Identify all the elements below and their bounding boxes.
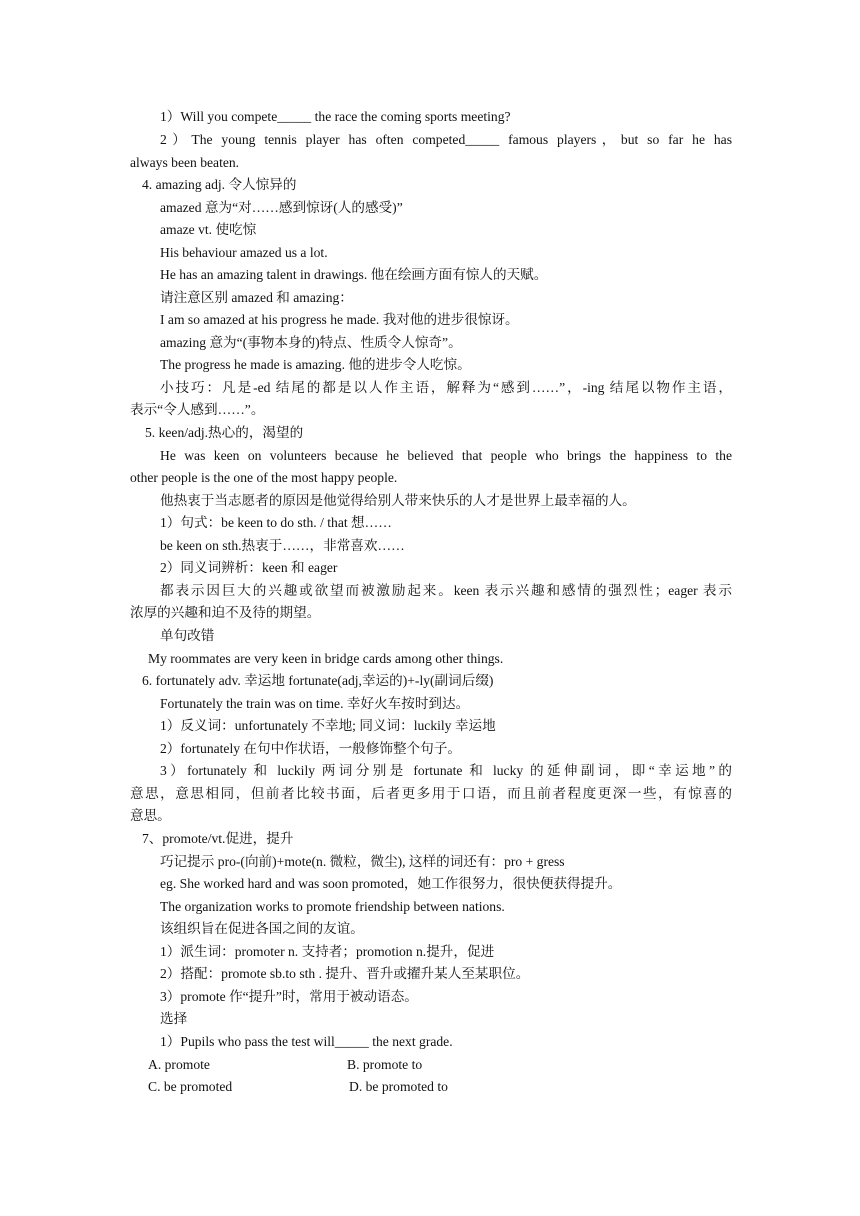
text-line: 3）promote 作“提升”时，常用于被动语态。 [160,989,418,1004]
example-sentence: The progress he made is amazing. 他的进步令人吃惊。 [160,357,471,372]
text-line: 1）派生词：promoter n. 支持者；promotion n.提升，促进 [160,944,495,959]
option-letter: D. [349,1079,363,1094]
option-text: promote to [362,1057,423,1072]
section-heading: 6. fortunately adv. 幸运地 fortunate(adj,幸运的)+-ly(副词后缀) [142,673,494,688]
option-text: promote [164,1057,210,1072]
example-sentence: The organization works to promote friendship between nations. [160,899,505,914]
exercise-line: 1）Pupils who pass the test will_____ the next grade. [160,1034,453,1049]
text-line: 1）反义词：unfortunately 不幸地; 同义词：luckily 幸运地 [160,718,496,733]
example-sentence: His behaviour amazed us a lot. [160,245,328,260]
example-sentence: He was keen on volunteers because he believed that people who brings the happiness to the [160,448,732,463]
exercise-heading: 单句改错 [160,628,215,643]
text-line: 意思。 [130,808,171,823]
text-line: 2）搭配：promote sb.to sth . 提升、晋升或擢升某人至某职位。 [160,966,530,981]
example-sentence: Fortunately the train was on time. 幸好火车按时到达。 [160,696,470,711]
example-sentence: I am so amazed at his progress he made. 我对他的进步很惊讶。 [160,312,519,327]
option-letter: B. [347,1057,360,1072]
text-line: 巧记提示 pro-(向前)+mote(n. 微粒，微尘), 这样的词还有：pro + gress [160,854,565,869]
exercise-line: 2）The young tennis player has often competed_____ famous players，but so far he has [160,132,732,147]
tip-line: 表示“令人感到……”。 [130,402,265,417]
text-line: 浓厚的兴趣和迫不及待的期望。 [130,605,321,620]
text-line: amaze vt. 使吃惊 [160,222,257,237]
text-line: 1）句式：be keen to do sth. / that 想…… [160,515,392,530]
option-letter: A. [148,1057,162,1072]
text-line: be keen on sth.热衷于……，非常喜欢…… [160,538,405,553]
option-text: be promoted [163,1079,233,1094]
option-letter: C. [148,1079,161,1094]
tip-line: 小技巧：凡是-ed 结尾的都是以人作主语，解释为“感到……”，-ing 结尾以物作主语， [160,380,732,395]
section-heading: 5. keen/adj.热心的，渴望的 [145,425,304,440]
text-line: amazing 意为“(事物本身的)特点、性质令人惊奇”。 [160,335,462,350]
option-c [148,1076,232,1099]
example-sentence: He has an amazing talent in drawings. 他在绘画方面有惊人的天赋。 [160,267,548,282]
section-heading: 4. amazing adj. 令人惊异的 [142,177,297,192]
example-sentence: eg. She worked hard and was soon promoted，她工作很努力，很快便获得提升。 [160,876,622,891]
text-line: 2）fortunately 在句中作状语，一般修饰整个句子。 [160,741,461,756]
option-a [148,1054,210,1077]
text-line: 都表示因巨大的兴趣或欲望而被激励起来。keen 表示兴趣和感情的强烈性；eager 表示 [160,583,732,598]
section-heading: 7、promote/vt.促进，提升 [142,831,294,846]
exercise-line: always been beaten. [130,155,240,170]
option-b [347,1054,422,1077]
translation-line: 该组织旨在促进各国之间的友谊。 [160,921,364,936]
text-line: 2）同义词辨析：keen 和 eager [160,560,338,575]
text-line: 3）fortunately 和 luckily 两词分别是 fortunate 和 lucky 的延伸副词，即“幸运地”的 [160,763,732,778]
exercise-line: My roommates are very keen in bridge cards among other things. [148,651,504,666]
exercise-line: 1）Will you compete_____ the race the coming sports meeting? [160,109,511,124]
text-line: amazed 意为“对……感到惊讶(人的感受)” [160,200,403,215]
option-text: be promoted to [365,1079,448,1094]
option-d [349,1076,448,1099]
example-sentence: other people is the one of the most happy people. [130,470,398,485]
exercise-heading: 选择 [160,1011,188,1026]
translation-line: 他热衷于当志愿者的原因是他觉得给别人带来快乐的人才是世界上最幸福的人。 [160,493,636,508]
text-line: 意思，意思相同，但前者比较书面，后者更多用于口语，而且前者程度更深一些，有惊喜的 [130,786,732,801]
text-line: 请注意区别 amazed 和 amazing： [160,290,353,305]
